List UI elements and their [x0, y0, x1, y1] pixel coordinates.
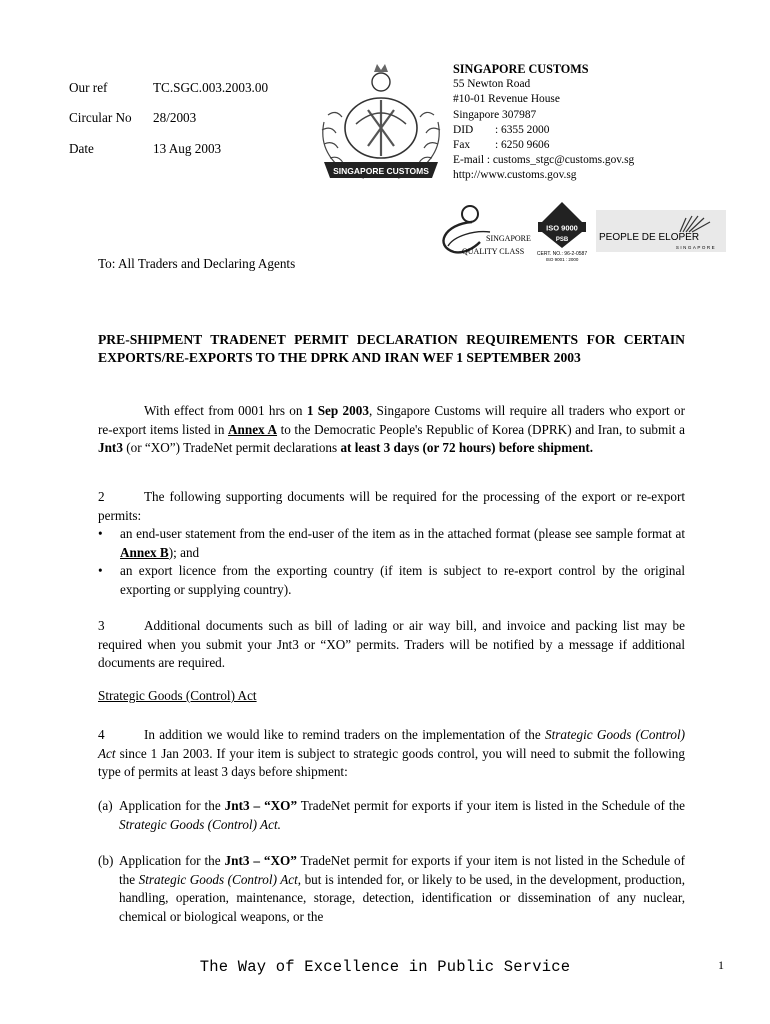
people-developer-sub: SINGAPORE [675, 245, 717, 250]
para4-number: 4 [98, 727, 105, 742]
item-b-text-2: TradeNet permit for exports if your item is not listed in the Schedule of the [119, 853, 686, 887]
item-b-text-3: , but is intended for, or likely to be used, in the development, production, handling, operation, maintenance, storage, detection, identification or dissemination of any nuclear, chemical or biological weapons, or the [119, 871, 685, 924]
bullet-1-text-b: ); and [168, 544, 200, 560]
footer-tagline: The Way of Excellence in Public Service [199, 958, 571, 976]
para1-deadline: at least 3 days (or 72 hours) before shipment. [340, 440, 594, 456]
item-b-act: Strategic Goods (Control) Act [138, 871, 298, 887]
para2-text: The following supporting documents will be required for the processing of the export or re-export permits: [98, 489, 685, 523]
phone-line [453, 123, 634, 138]
iso-text: ISO 9000 [546, 223, 578, 233]
item-b-marker: (b) [98, 853, 114, 868]
quality-line-2: QUALITY CLASS [462, 247, 525, 256]
item-a-text-2: TradeNet permit for exports if your item is listed in the Schedule of the [297, 798, 686, 813]
iso-standard: ISO 9001 : 2000 [545, 257, 579, 262]
para2-number: 2 [98, 489, 105, 504]
paragraph-2 [98, 488, 685, 600]
para1-text-2: , Singapore Customs will require all traders who export or re-export items listed in [98, 403, 685, 437]
addressee-line: To: All Traders and Declaring Agents [98, 256, 296, 271]
paragraph-4 [98, 726, 685, 782]
bullet-icon: • [98, 526, 103, 542]
email-line: E-mail : customs_stgc@customs.gov.sg [453, 154, 635, 167]
para4-act-name: Strategic Goods (Control) Act [98, 727, 685, 761]
ref-value: TC.SGC.003.2003.00 [153, 80, 269, 95]
circular-value: 28/2003 [153, 110, 197, 125]
people-developer-logo [596, 210, 726, 252]
para3-text: Additional documents such as bill of lading or air way bill, and invoice and packing list may be required when you submit your Jnt3 or “XO” permits. Traders will be notified by a message if additional documents are required. [98, 618, 685, 671]
did-value: : 6355 2000 [495, 123, 550, 136]
iso-sub: PSB [555, 237, 569, 243]
address-block [453, 62, 634, 184]
organization-name: SINGAPORE CUSTOMS [453, 62, 589, 76]
circular-title: PRE-SHIPMENT TRADENET PERMIT DECLARATION REQUIREMENTS FOR CERTAIN EXPORTS/RE-EXPORTS TO THE DPRK AND IRAN WEF 1 SEPTEMBER 2003 [98, 332, 685, 365]
fax-label: Fax [453, 139, 471, 152]
address-street: 55 Newton Road [453, 78, 531, 91]
singapore-quality-class-logo [434, 202, 531, 260]
bullet-icon: • [98, 563, 103, 579]
bullet-2-text: an export licence from the exporting country (if item is subject to re-export control by the original exporting or supplying country). [120, 563, 685, 597]
item-b [98, 852, 685, 926]
people-developer-text: PEOPLE DE ELOPER [599, 232, 700, 243]
item-a-text-1: Application for the [119, 798, 225, 813]
para4-text-1: In addition we would like to remind traders on the implementation of the [144, 727, 545, 742]
para4-text-2: since 1 Jan 2003. If your item is subject to strategic goods control, you will need to submit the following type of permits at least 3 days before shipment: [98, 745, 685, 780]
item-a-permit: Jnt3 – “XO” [224, 798, 298, 813]
item-a [98, 797, 685, 834]
fax-line [453, 138, 634, 153]
date-label: Date [69, 141, 94, 156]
para1-text-1: With effect from 0001 hrs on [144, 403, 307, 418]
para1-jnt3: Jnt3 [98, 440, 123, 456]
para1-date: 1 Sep 2003 [306, 403, 369, 418]
quality-line-1: SINGAPORE [486, 234, 531, 243]
list-item [98, 562, 685, 599]
website-line: http://www.customs.gov.sg [453, 169, 577, 182]
supporting-documents-list [98, 525, 685, 599]
page-number: 1 [718, 958, 724, 972]
address-building: #10-01 Revenue House [453, 93, 560, 106]
item-b-text-1: Application for the [119, 853, 225, 868]
item-b-permit: Jnt3 – “XO” [224, 853, 297, 868]
address-city: Singapore 307987 [453, 108, 537, 121]
item-a-act: Strategic Goods (Control) Act. [119, 816, 281, 832]
circular-label: Circular No [69, 110, 132, 125]
paragraph-3 [98, 617, 685, 673]
singapore-customs-crest [306, 60, 456, 188]
item-a-marker: (a) [98, 798, 113, 813]
para3-number: 3 [98, 618, 105, 633]
para1-text-4: (or “XO”) TradeNet permit declarations [122, 440, 341, 456]
annex-a-reference: Annex A [228, 421, 278, 437]
iso-9000-logo [532, 200, 592, 262]
para1-text-3: to the Democratic People's Republic of Korea (DPRK) and Iran, to submit a [277, 421, 686, 437]
iso-cert: CERT. NO.: 96-2-0587 [536, 251, 588, 257]
section-heading: Strategic Goods (Control) Act [98, 688, 257, 703]
date-value: 13 Aug 2003 [153, 141, 222, 156]
crest-caption: SINGAPORE CUSTOMS [333, 166, 429, 176]
ref-label: Our ref [69, 80, 108, 95]
did-label: DID [453, 123, 474, 136]
paragraph-1 [98, 402, 685, 458]
annex-b-reference: Annex B [120, 544, 169, 560]
fax-value: : 6250 9606 [495, 139, 550, 152]
list-item [98, 525, 685, 562]
bullet-1-text-a: an end-user statement from the end-user of the item as in the attached format (please see sample format at [120, 526, 685, 542]
